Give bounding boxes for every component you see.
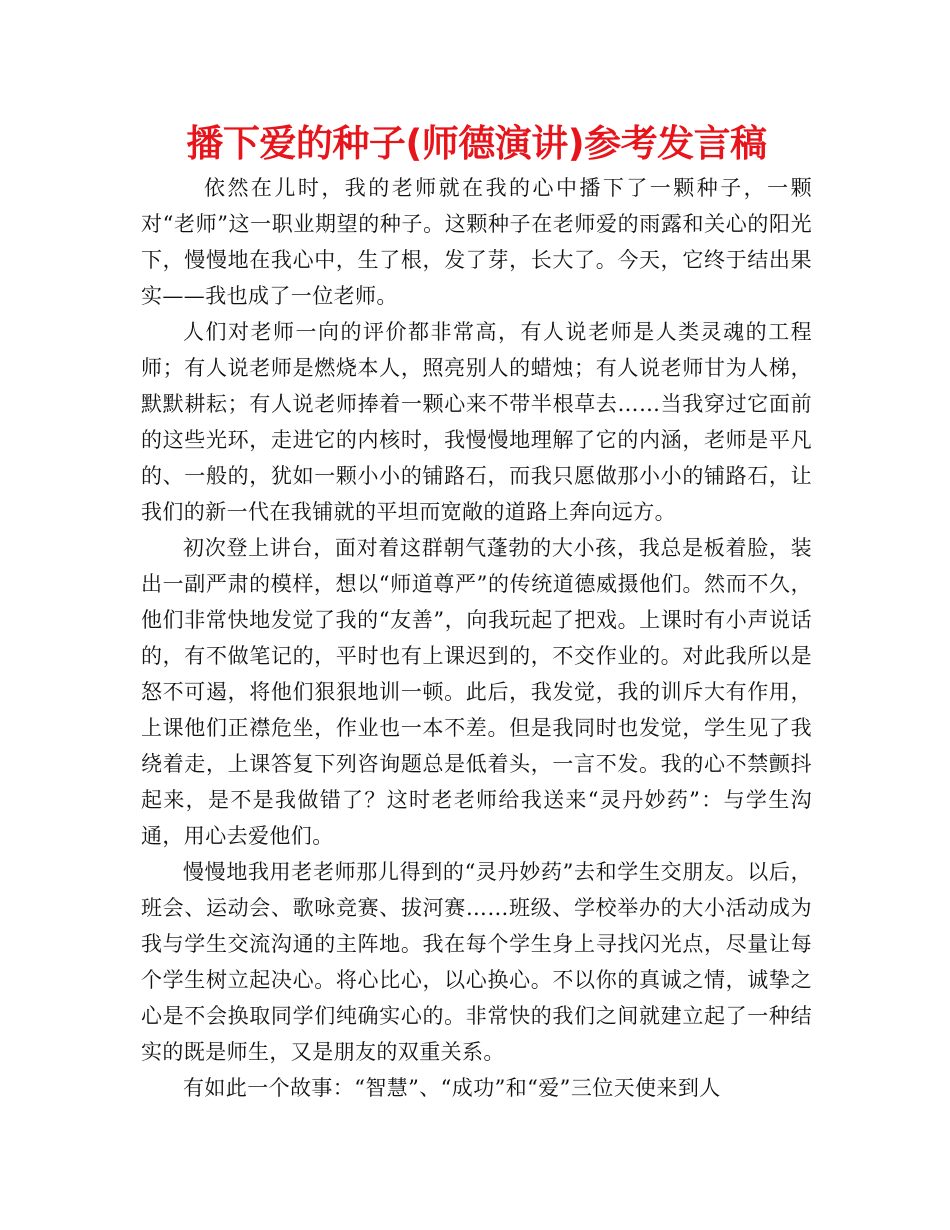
paragraph-1: 依然在儿时，我的老师就在我的心中播下了一颗种子，一颗对“老师”这一职业期望的种子。这颗种子在老师爱的雨露和关心的阳光下，慢慢地在我心中，生了根，发了芽，长大了。今天，它终于结出果实——我也成了一位老师。 — [141, 176, 812, 308]
paragraph-5: 有如此一个故事：“智慧”、“成功”和“爱”三位天使来到人 — [183, 1076, 721, 1100]
paragraph-2: 人们对老师一向的评价都非常高，有人说老师是人类灵魂的工程师；有人说老师是燃烧本人，照亮别人的蜡烛；有人说老师甘为人梯，默默耕耘；有人说老师捧着一颗心来不带半根草去……当我穿过它面前的这些光环，走进它的内核时，我慢慢地理解了它的内涵，老师是平凡的、一般的，犹如一颗小小的铺路石，而我只愿做那小小的铺路石，让我们的新一代在我铺就的平坦而宽敞的道路上奔向远方。 — [141, 320, 812, 524]
paragraph-3: 初次登上讲台，面对着这群朝气蓬勃的大小孩，我总是板着脸，装出一副严肃的模样，想以“师道尊严”的传统道德威摄他们。然而不久，他们非常快地发觉了我的“友善”，向我玩起了把戏。上课时有小声说话的，有不做笔记的，平时也有上课迟到的，不交作业的。对此我所以是怒不可遏，将他们狠狠地训一顿。此后，我发觉，我的训斥大有作用，上课他们正襟危坐，作业也一本不差。但是我同时也发觉，学生见了我绕着走，上课答复下列咨询题总是低着头，一言不发。我的心不禁颤抖起来，是不是我做错了？这时老老师给我送来“灵丹妙药”：与学生沟通，用心去爱他们。 — [141, 536, 812, 848]
paragraph-4: 慢慢地我用老老师那儿得到的“灵丹妙药”去和学生交朋友。以后，班会、运动会、歌咏竞赛、拔河赛……班级、学校举办的大小活动成为我与学生交流沟通的主阵地。我在每个学生身上寻找闪光点，尽量让每个学生树立起决心。将心比心，以心换心。不以你的真诚之情，诚挚之心是不会换取同学们纯确实心的。非常快的我们之间就建立起了一种结实的既是师生，又是朋友的双重关系。 — [141, 860, 812, 1064]
document-title: 播下爱的种子(师德演讲)参考发言稿 — [186, 122, 767, 165]
